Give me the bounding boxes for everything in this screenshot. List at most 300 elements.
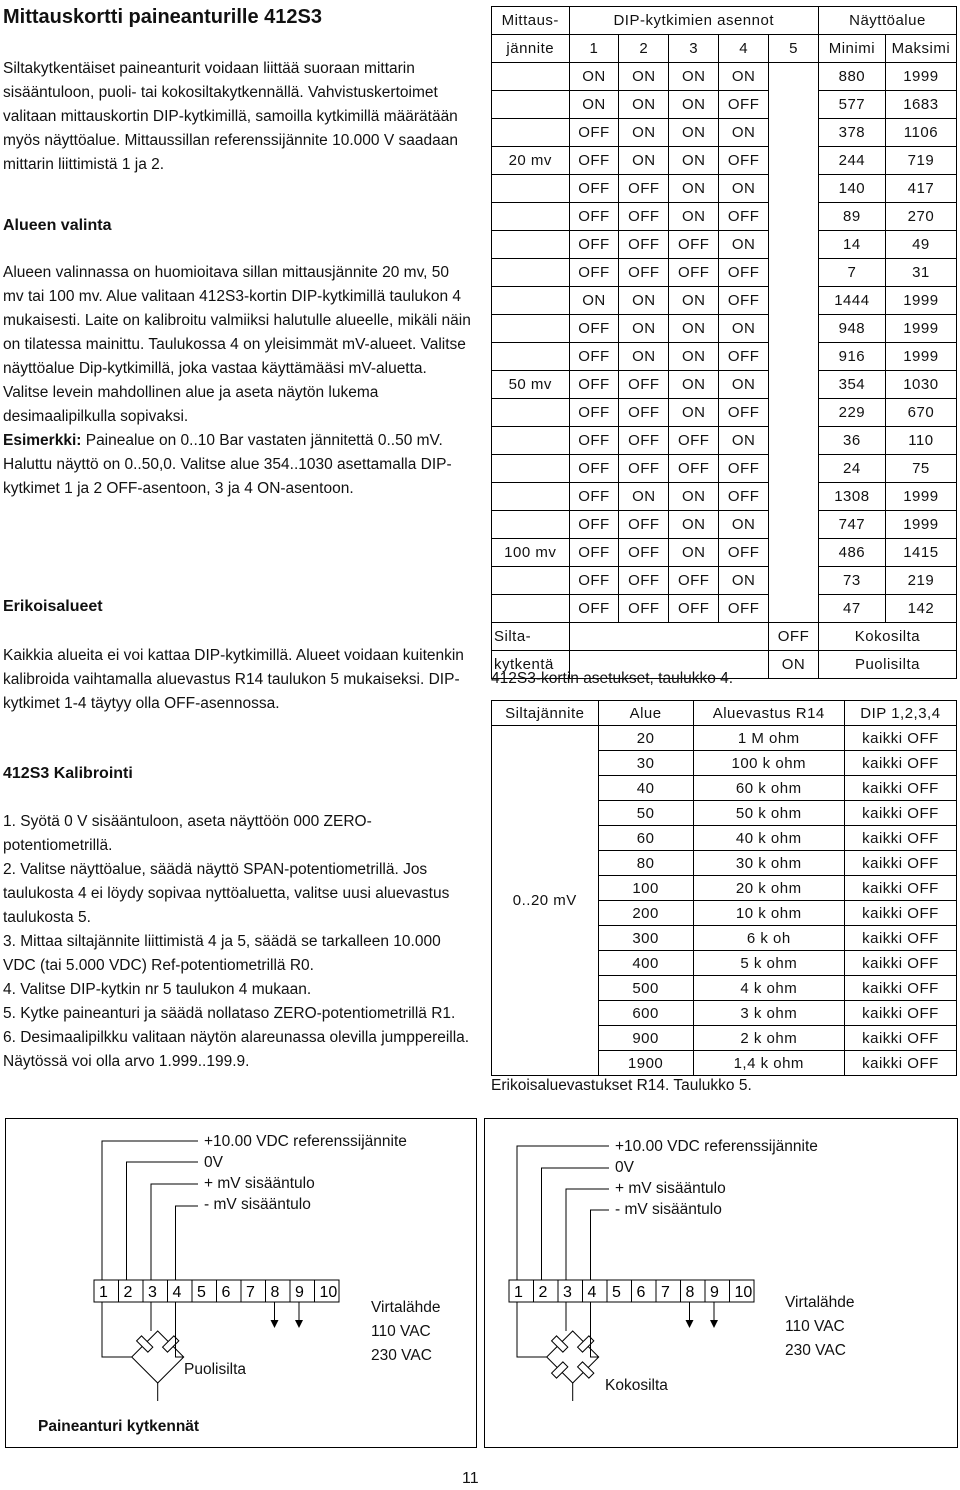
terminal-number: 4 — [172, 1284, 182, 1301]
header-switch-5: 5 — [769, 35, 819, 63]
switch5-off: OFF — [769, 623, 819, 651]
table5-cell: 1900 — [598, 1051, 693, 1076]
table-row — [492, 511, 957, 539]
table5-cell: kaikki OFF — [844, 976, 956, 1001]
terminal-number: 2 — [123, 1284, 133, 1301]
voltage-cell: 100 mv — [492, 539, 570, 567]
wire — [566, 1189, 609, 1280]
switch-cell: OFF — [669, 231, 719, 259]
switch-cell: OFF — [719, 595, 769, 623]
table5-cell: kaikki OFF — [844, 826, 956, 851]
switch-cell: OFF — [569, 259, 619, 287]
switch-cell: OFF — [619, 259, 669, 287]
switch-cell: ON — [719, 371, 769, 399]
switch-cell: OFF — [619, 511, 669, 539]
table-row — [492, 371, 957, 399]
max-cell: 1999 — [885, 315, 956, 343]
table5-cell: kaikki OFF — [844, 1001, 956, 1026]
voltage-cell: 20 mv — [492, 147, 570, 175]
switch-cell: OFF — [719, 147, 769, 175]
table5-cell: kaikki OFF — [844, 876, 956, 901]
terminal-number: 1 — [99, 1284, 108, 1301]
min-cell: 140 — [818, 175, 885, 203]
switch-cell: ON — [719, 427, 769, 455]
min-cell: 948 — [818, 315, 885, 343]
switch-cell: OFF — [719, 399, 769, 427]
table5-cell: 50 k ohm — [693, 801, 844, 826]
wire — [176, 1206, 199, 1280]
max-cell: 1999 — [885, 287, 956, 315]
table-row — [492, 399, 957, 427]
wire — [591, 1302, 599, 1357]
table5-cell: 100 — [598, 876, 693, 901]
step-6: 6. Desimaalipilkku valitaan näytön alareunassa olevilla jumppereilla. Näytössä voi olla arvo 1.999..199.9. — [3, 1029, 470, 1070]
table5-cell: kaikki OFF — [844, 1026, 956, 1051]
switch-cell: ON — [669, 315, 719, 343]
terminal-number: 8 — [270, 1284, 280, 1301]
table5-header: DIP 1,2,3,4 — [844, 701, 956, 726]
legend-ref: +10.00 VDC referenssijännite — [204, 1133, 407, 1150]
switch-cell: OFF — [619, 399, 669, 427]
switch-cell: ON — [719, 231, 769, 259]
intro-paragraph: Siltakytkentäiset paineanturit voidaan liittää suoraan mittarin sisääntuloon, puoli- tai kokosiltakytkennällä. Vahvistuskertoimet valitaan mittauskortin DIP-kytkimillä, samoilla kytkimillä määrätään myös näyttöalue. Mittaussillan referenssijännite 10.000 V saadaan mittarin liittimistä 1 ja 2. — [3, 60, 458, 173]
max-cell: 1999 — [885, 511, 956, 539]
table-header-row — [492, 7, 957, 35]
power-230: 230 VAC — [371, 1347, 432, 1364]
esimerkki-text: Painealue on 0..10 Bar vastaten jännitettä 0..50 mV. Haluttu näyttö on 0..50,0. Valitse alue 354..1030 asettamalla DIP-kytkimet 1 ja 2 OFF-asentoon, 3 ja 4 ON-asentoon. — [3, 432, 452, 497]
table-row — [492, 231, 957, 259]
max-cell: 31 — [885, 259, 956, 287]
switch-cell: OFF — [619, 567, 669, 595]
voltage-cell — [492, 91, 570, 119]
table-row — [492, 203, 957, 231]
arrow-icon — [686, 1320, 694, 1328]
switch-cell: OFF — [669, 427, 719, 455]
power-label: Virtalähde — [371, 1299, 441, 1316]
switch-cell: OFF — [619, 231, 669, 259]
terminal-number: 6 — [221, 1284, 231, 1301]
table-row — [492, 147, 957, 175]
max-cell: 670 — [885, 399, 956, 427]
switch-cell: ON — [669, 119, 719, 147]
table5-cell: 300 — [598, 926, 693, 951]
terminal-number: 10 — [319, 1284, 338, 1301]
table5-cell: kaikki OFF — [844, 926, 956, 951]
table5-cell: 200 — [598, 901, 693, 926]
table-row — [492, 455, 957, 483]
switch-cell: ON — [669, 91, 719, 119]
switch-cell: ON — [619, 63, 669, 91]
arrow-icon — [271, 1320, 279, 1328]
table5-cell: 500 — [598, 976, 693, 1001]
voltage-cell — [492, 287, 570, 315]
heading-kalibrointi: 412S3 Kalibrointi — [3, 765, 133, 782]
table5-cell: kaikki OFF — [844, 901, 956, 926]
max-cell: 1030 — [885, 371, 956, 399]
header-naytto: Näyttöalue — [818, 7, 956, 35]
table-row — [492, 63, 957, 91]
table-5-special-resistors — [491, 700, 957, 1076]
header-max: Maksimi — [885, 35, 956, 63]
header-switch-2: 2 — [619, 35, 669, 63]
switch-cell: ON — [669, 287, 719, 315]
switch-cell: ON — [719, 119, 769, 147]
max-cell: 75 — [885, 455, 956, 483]
voltage-cell — [492, 567, 570, 595]
header-jannite: jännite — [492, 35, 570, 63]
max-cell: 417 — [885, 175, 956, 203]
switch-cell: OFF — [619, 203, 669, 231]
switch5-cell — [769, 63, 819, 623]
header-mittaus: Mittaus- — [492, 7, 570, 35]
switch-cell: ON — [569, 63, 619, 91]
table5-cell: kaikki OFF — [844, 1051, 956, 1076]
switch-cell: OFF — [569, 371, 619, 399]
table-row — [492, 287, 957, 315]
kokosilta-label: Kokosilta — [605, 1377, 668, 1394]
switch-cell: OFF — [569, 539, 619, 567]
switch-cell: OFF — [569, 315, 619, 343]
switch-cell: ON — [669, 539, 719, 567]
table5-header: Aluevastus R14 — [693, 701, 844, 726]
table5-cell: kaikki OFF — [844, 726, 956, 751]
erikoisalueet-paragraph: Kaikkia alueita ei voi kattaa DIP-kytkimillä. Alueet voidaan kuitenkin kalibroida vaihtamalla aluevastus R14 taulukon 5 mukaiseksi. DIP-kytkimet 1-4 täytyy olla OFF-asennossa. — [3, 647, 464, 712]
wire — [591, 1210, 610, 1280]
kalibrointi-steps — [3, 810, 473, 1074]
table5-cell: 50 — [598, 801, 693, 826]
switch-cell: ON — [719, 511, 769, 539]
switch-cell: ON — [619, 315, 669, 343]
terminal-number: 7 — [246, 1284, 255, 1301]
table-header-row — [492, 701, 957, 726]
table5-cell: 900 — [598, 1026, 693, 1051]
voltage-cell — [492, 259, 570, 287]
wire — [517, 1302, 547, 1357]
table5-cell: 60 — [598, 826, 693, 851]
switch-cell: OFF — [669, 567, 719, 595]
max-cell: 270 — [885, 203, 956, 231]
switch-cell: OFF — [669, 455, 719, 483]
min-cell: 1444 — [818, 287, 885, 315]
min-cell: 747 — [818, 511, 885, 539]
voltage-cell — [492, 483, 570, 511]
min-cell: 14 — [818, 231, 885, 259]
switch-cell: OFF — [619, 175, 669, 203]
legend-minus-mv-r: - mV sisääntulo — [615, 1201, 722, 1218]
terminal-number: 8 — [685, 1284, 695, 1301]
step-4: 4. Valitse DIP-kytkin nr 5 taulukon 4 mukaan. — [3, 981, 312, 998]
terminal-number: 3 — [148, 1284, 157, 1301]
min-cell: 7 — [818, 259, 885, 287]
min-cell: 47 — [818, 595, 885, 623]
switch-cell: OFF — [569, 483, 619, 511]
table5-cell: 40 — [598, 776, 693, 801]
min-cell: 880 — [818, 63, 885, 91]
header-dip: DIP-kytkimien asennot — [569, 7, 818, 35]
header-min: Minimi — [818, 35, 885, 63]
terminal-number: 10 — [734, 1284, 753, 1301]
table-row — [492, 726, 957, 751]
range-cell: 0..20 mV — [492, 726, 599, 1076]
voltage-cell — [492, 175, 570, 203]
terminal-number: 1 — [514, 1284, 523, 1301]
switch-cell: ON — [619, 119, 669, 147]
header-switch-1: 1 — [569, 35, 619, 63]
table-row-bridge — [492, 623, 957, 651]
switch-cell: ON — [669, 371, 719, 399]
table5-cell: 1 M ohm — [693, 726, 844, 751]
voltage-cell — [492, 315, 570, 343]
switch-cell: ON — [569, 91, 619, 119]
terminal-number: 5 — [612, 1284, 621, 1301]
switch-cell: OFF — [719, 483, 769, 511]
voltage-cell — [492, 63, 570, 91]
switch-cell: ON — [619, 147, 669, 175]
heading-erikoisalueet: Erikoisalueet — [3, 598, 103, 615]
switch-cell: ON — [569, 287, 619, 315]
switch-cell: ON — [669, 511, 719, 539]
switch-cell: ON — [669, 343, 719, 371]
legend-0v-r: 0V — [615, 1159, 634, 1176]
table-row — [492, 175, 957, 203]
legend-0v: 0V — [204, 1154, 223, 1171]
switch-cell: OFF — [719, 287, 769, 315]
switch-cell: ON — [669, 147, 719, 175]
table5-cell: 600 — [598, 1001, 693, 1026]
heading-alueen-valinta: Alueen valinta — [3, 217, 112, 234]
switch-cell: ON — [619, 287, 669, 315]
table-header-row — [492, 35, 957, 63]
terminal-number: 9 — [295, 1284, 304, 1301]
voltage-cell — [492, 203, 570, 231]
voltage-cell — [492, 455, 570, 483]
puolisilta-label: Puolisilta — [184, 1361, 247, 1378]
table-row — [492, 595, 957, 623]
table-row — [492, 539, 957, 567]
switch-cell: OFF — [619, 595, 669, 623]
switch-cell: OFF — [719, 91, 769, 119]
switch-cell: OFF — [619, 371, 669, 399]
switch-cell: OFF — [569, 203, 619, 231]
voltage-cell — [492, 231, 570, 259]
table5-cell: 6 k oh — [693, 926, 844, 951]
table5-cell: 5 k ohm — [693, 951, 844, 976]
switch-cell: OFF — [569, 343, 619, 371]
max-cell: 49 — [885, 231, 956, 259]
table5-cell: 60 k ohm — [693, 776, 844, 801]
max-cell: 1415 — [885, 539, 956, 567]
max-cell: 1999 — [885, 63, 956, 91]
switch-cell: OFF — [569, 427, 619, 455]
table5-cell: 80 — [598, 851, 693, 876]
arrow-icon — [710, 1320, 718, 1328]
step-1: 1. Syötä 0 V sisääntuloon, aseta näyttöön 000 ZERO-potentiometrillä. — [3, 813, 372, 854]
min-cell: 577 — [818, 91, 885, 119]
switch-cell: OFF — [719, 455, 769, 483]
min-cell: 73 — [818, 567, 885, 595]
legend-plus-mv: + mV sisääntulo — [204, 1175, 315, 1192]
alueen-text: Alueen valinnassa on huomioitava sillan mittausjännite 20 mv, 50 mv tai 100 mv. Alue valitaan 412S3-kortin DIP-kytkimillä taulukon 4 mukaisesti. Laite on kalibroitu valmiiksi halutulle alueelle, mikäli näin on tilatessa mainittu. Taulukossa 4 on yleisimmät mV-alueet. Valitse näyttöalue Dip-kytkimillä, joka vastaa käyttämääsi mV-aluetta. Valitse levein mahdollinen alue ja aseta näytön lukema desimaalipilkulla sopivaksi. — [3, 264, 471, 425]
min-cell: 378 — [818, 119, 885, 147]
wire — [176, 1302, 184, 1357]
switch-cell: ON — [619, 91, 669, 119]
wiring-diagram-kokosilta — [484, 1118, 958, 1448]
power-right — [785, 1291, 855, 1363]
step-2: 2. Valitse näyttöalue, säädä näyttö SPAN-potentiometrillä. Jos taulukosta 4 ei löydy sopivaa nyttöaluetta, valitse uusi aluevastus taulukosta 5. — [3, 861, 450, 926]
switch-cell: ON — [669, 63, 719, 91]
arrow-icon — [295, 1320, 303, 1328]
table5-cell: 30 k ohm — [693, 851, 844, 876]
voltage-cell — [492, 595, 570, 623]
silta-label: Silta- — [492, 623, 570, 651]
legend-ref-r: +10.00 VDC referenssijännite — [615, 1138, 818, 1155]
terminal-number: 9 — [710, 1284, 719, 1301]
switch-cell: OFF — [669, 595, 719, 623]
max-cell: 1683 — [885, 91, 956, 119]
table-row — [492, 427, 957, 455]
max-cell: 142 — [885, 595, 956, 623]
terminal-number: 2 — [538, 1284, 548, 1301]
switch-cell: ON — [669, 399, 719, 427]
table-4-dip-settings — [491, 6, 957, 679]
terminal-number: 4 — [587, 1284, 597, 1301]
min-cell: 916 — [818, 343, 885, 371]
table5-cell: 20 k ohm — [693, 876, 844, 901]
legend-minus-mv: - mV sisääntulo — [204, 1196, 311, 1213]
esimerkki-label: Esimerkki: — [3, 432, 82, 449]
switch-cell: OFF — [669, 259, 719, 287]
table-5-caption: Erikoisaluevastukset R14. Taulukko 5. — [491, 1077, 752, 1094]
table5-cell: 10 k ohm — [693, 901, 844, 926]
voltage-cell — [492, 399, 570, 427]
switch-cell: ON — [619, 483, 669, 511]
diagram-caption: Paineanturi kytkennät — [38, 1418, 200, 1435]
switch-cell: ON — [719, 175, 769, 203]
table-4-caption: 412S3-kortin asetukset, taulukko 4. — [491, 670, 734, 687]
kokosilta-cell: Kokosilta — [818, 623, 956, 651]
document-title: Mittauskortti paineanturille 412S3 — [3, 6, 322, 28]
kytkenta-label: kytkentä — [492, 651, 570, 679]
table5-cell: 2 k ohm — [693, 1026, 844, 1051]
min-cell: 229 — [818, 399, 885, 427]
switch-cell: ON — [669, 483, 719, 511]
switch5-on: ON — [769, 651, 819, 679]
switch-cell: OFF — [619, 539, 669, 567]
table-row — [492, 483, 957, 511]
switch-cell: OFF — [569, 455, 619, 483]
max-cell: 1999 — [885, 343, 956, 371]
header-switch-3: 3 — [669, 35, 719, 63]
voltage-cell — [492, 427, 570, 455]
page-number: 11 — [462, 1470, 479, 1487]
voltage-cell — [492, 119, 570, 147]
empty-cell — [569, 623, 769, 651]
switch-cell: OFF — [569, 119, 619, 147]
table5-cell: 1,4 k ohm — [693, 1051, 844, 1076]
switch-cell: ON — [719, 315, 769, 343]
switch-cell: OFF — [719, 539, 769, 567]
table5-cell: 20 — [598, 726, 693, 751]
switch-cell: ON — [719, 63, 769, 91]
switch-cell: OFF — [569, 399, 619, 427]
left-diagram-drawing — [6, 1119, 476, 1447]
table5-cell: kaikki OFF — [844, 751, 956, 776]
step-3: 3. Mittaa siltajännite liittimistä 4 ja 5, säädä se tarkalleen 10.000 VDC (tai 5.000 VDC) Ref-potentiometrillä R0. — [3, 933, 441, 974]
max-cell: 719 — [885, 147, 956, 175]
min-cell: 24 — [818, 455, 885, 483]
switch-cell: OFF — [619, 455, 669, 483]
power-230-r: 230 VAC — [785, 1342, 846, 1359]
wire — [151, 1184, 198, 1280]
voltage-cell: 50 mv — [492, 371, 570, 399]
terminal-number: 5 — [197, 1284, 206, 1301]
power-110: 110 VAC — [371, 1323, 431, 1340]
table5-cell: 100 k ohm — [693, 751, 844, 776]
switch-cell: ON — [619, 343, 669, 371]
table-row — [492, 567, 957, 595]
table5-cell: 30 — [598, 751, 693, 776]
table5-cell: 4 k ohm — [693, 976, 844, 1001]
terminal-number: 7 — [661, 1284, 670, 1301]
switch-cell: ON — [669, 203, 719, 231]
table5-cell: 400 — [598, 951, 693, 976]
wire — [127, 1162, 199, 1280]
switch-cell: OFF — [569, 231, 619, 259]
min-cell: 1308 — [818, 483, 885, 511]
switch-cell: OFF — [719, 259, 769, 287]
table-row — [492, 343, 957, 371]
switch-cell: ON — [719, 567, 769, 595]
table5-cell: kaikki OFF — [844, 801, 956, 826]
min-cell: 244 — [818, 147, 885, 175]
wire — [102, 1302, 132, 1357]
step-5: 5. Kytke paineanturi ja säädä nollataso ZERO-potentiometrillä R1. — [3, 1005, 456, 1022]
table5-cell: 3 k ohm — [693, 1001, 844, 1026]
max-cell: 219 — [885, 567, 956, 595]
terminal-number: 3 — [563, 1284, 572, 1301]
wiring-diagram-puolisilta — [5, 1118, 477, 1448]
table-row — [492, 119, 957, 147]
terminal-number: 6 — [636, 1284, 646, 1301]
power-left — [371, 1296, 441, 1368]
switch-cell: ON — [669, 175, 719, 203]
wire — [517, 1146, 609, 1280]
header-switch-4: 4 — [719, 35, 769, 63]
switch-cell: OFF — [719, 203, 769, 231]
table5-cell: kaikki OFF — [844, 951, 956, 976]
puolisilta-cell: Puolisilta — [818, 651, 956, 679]
legend-plus-mv-r: + mV sisääntulo — [615, 1180, 726, 1197]
min-cell: 36 — [818, 427, 885, 455]
table-row — [492, 259, 957, 287]
switch-cell: OFF — [569, 567, 619, 595]
table5-cell: kaikki OFF — [844, 776, 956, 801]
alueen-valinta-paragraph — [3, 261, 473, 501]
table5-cell: 40 k ohm — [693, 826, 844, 851]
power-110-r: 110 VAC — [785, 1318, 845, 1335]
max-cell: 1106 — [885, 119, 956, 147]
max-cell: 1999 — [885, 483, 956, 511]
table-row — [492, 91, 957, 119]
max-cell: 110 — [885, 427, 956, 455]
switch-cell: OFF — [619, 427, 669, 455]
switch-cell: OFF — [569, 511, 619, 539]
min-cell: 486 — [818, 539, 885, 567]
right-diagram-drawing — [485, 1119, 957, 1447]
wire — [542, 1168, 610, 1280]
switch-cell: OFF — [569, 147, 619, 175]
switch-cell: OFF — [569, 595, 619, 623]
